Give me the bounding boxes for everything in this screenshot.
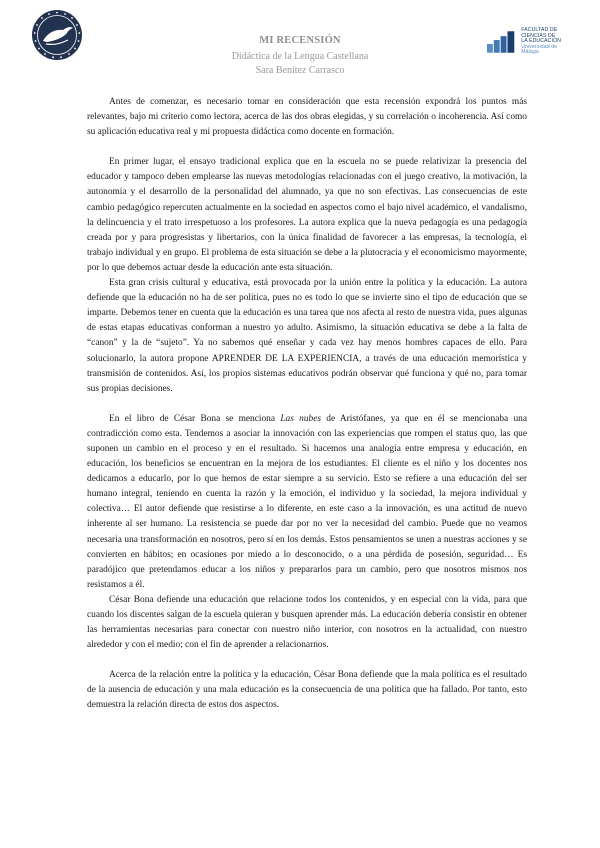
document-title: MI RECENSIÓN	[259, 35, 341, 46]
document-author: Sara Benítez Carrasco	[255, 65, 345, 76]
book-title-italic: Las nubes	[280, 413, 322, 424]
faculty-logo-university: Universidad de Málaga	[521, 43, 558, 56]
paragraph-crisis: Esta gran crisis cultural y educativa, está provocada por la unión entre la política y la educación. La autora defiende que la educación no ha de ser política, pues no es todo lo que se invierte sino el tipo de educación que se imparte. Debemos tener en cuenta que la educación es una tarea que nos afecta al resto de nuestra vida, pues algunas de estas etapas educativas conforman a nuestro yo adulto. Asimismo, la situación educativa se debe a la falta de “canon” y la de “sujeto”. Ya no sabemos qué enseñar y cada vez hay menos hombres capaces de ello. Para solucionarlo, la autora propone APRENDER DE LA EXPERIENCIA, a través de una educación memorística y transmisión de contenidos. Así, los propios sistemas educativos podrán observar qué funciona y qué no, para tomar sus propias decisiones.	[87, 278, 527, 394]
paragraph-politics-education: Acerca de la relación entre la política y la educación, César Bona defiende que la mala política es el resultado de la ausencia de educación y una mala educación es la consecuencia de una política que ha fallado. Por tanto, esto demuestra la relación directa de estos dos aspectos.	[87, 670, 527, 711]
paragraph-lead-text: En el libro de César Bona se menciona	[109, 413, 281, 424]
paragraph-cesar-bona-book	[87, 412, 527, 593]
paragraph-traditional-essay: En primer lugar, el ensayo tradicional explica que en la escuela no se puede relativizar la presencia del educador y tampoco deben emplearse las nuevas metodologías relacionadas con el juego creativo, la motivación, la autonomía y el desarrollo de la personalidad del alumnado, ya que no son efectivas. Las consecuencias de este cambio pedagógico repercuten actualmente en la sociedad en aspectos como el bajo nivel académico, el vandalismo, la delincuencia y el trato irrespetuoso a los profesores. La autora explica que la nueva pedagogía es una pedagogía creada por y para progresistas y libertarios, con la única finalidad de favorecer a las empresas, la tecnología, el trabajo individual y en grupo. El problema de esta situación se debe a la plutocracia y el economicismo mayormente, por lo que debemos actuar desde la educación ante esta situación.	[87, 157, 527, 273]
faculty-logo-line: FACULTAD DE	[521, 27, 558, 34]
document-subtitle: Didáctica de la Lengua Castellana	[231, 51, 369, 62]
paragraph-text: de Aristófanes, ya que en él se mencionaba una contradicción como esta. Tendemos a asociar la innovación con las experiencias que rompen el status quo, las que suponen un cambio en el proceso y en el resultado. Si hacemos una analogía entre empresa y educación, en educación, los beneficios se encuentran en la mejora de los estudiantes. El cliente es el niño y los docentes nos dedicamos a educarlo, por lo que hemos de estar siempre a su servicio. Esto se refiere a una educación del ser humano integral, teniendo en cuenta la razón y la emoción, el individuo y la sociedad, la mejora individual y colectiva… El autor defiende que resistirse a lo diferente, en este caso a la innovación, es una actitud de nuevo inherente al ser humano. La resistencia se puede dar por no ver la necesidad del cambio. Puede que no veamos necesaria una transformación en nosotros, pero sí en los demás. Estos pensamientos se unen a nuestras acciones y se convierten en hábitos; en ocasiones por miedo a lo desconocido, o a una pérdida de posesión, seguridad… Es paradójico que pretendamos educar a los niños y prepararlos para un cambio, pero que nosotros mismos nos resistamos a él.	[87, 413, 528, 590]
document-body	[87, 95, 527, 714]
paragraph-integral-education: César Bona defiende una educación que relacione todos los contenidos, y en especial con la vida, para que cuando los discentes salgan de la escuela quieran y busquen aprender más. La educación debería consistir en obtener las herramientas necesarias para conectar con nuestro niño interior, con nosotros en la actualidad, con nuestro alrededor y con el medio; con el fin de aprender a relacionarnos.	[87, 594, 527, 651]
faculty-logo-line: LA EDUCACIÓN	[521, 38, 562, 45]
faculty-logo-line: CIENCIAS DE	[521, 32, 556, 39]
paragraph-intro: Antes de comenzar, es necesario tomar en consideración que esta recensión expondrá los puntos más relevantes, bajo mi criterio como lectora, acerca de las dos obras elegidas, y su correlación o incoherencia. Así como su aplicación educativa real y mi propuesta didáctica como docente en formación.	[87, 97, 527, 138]
